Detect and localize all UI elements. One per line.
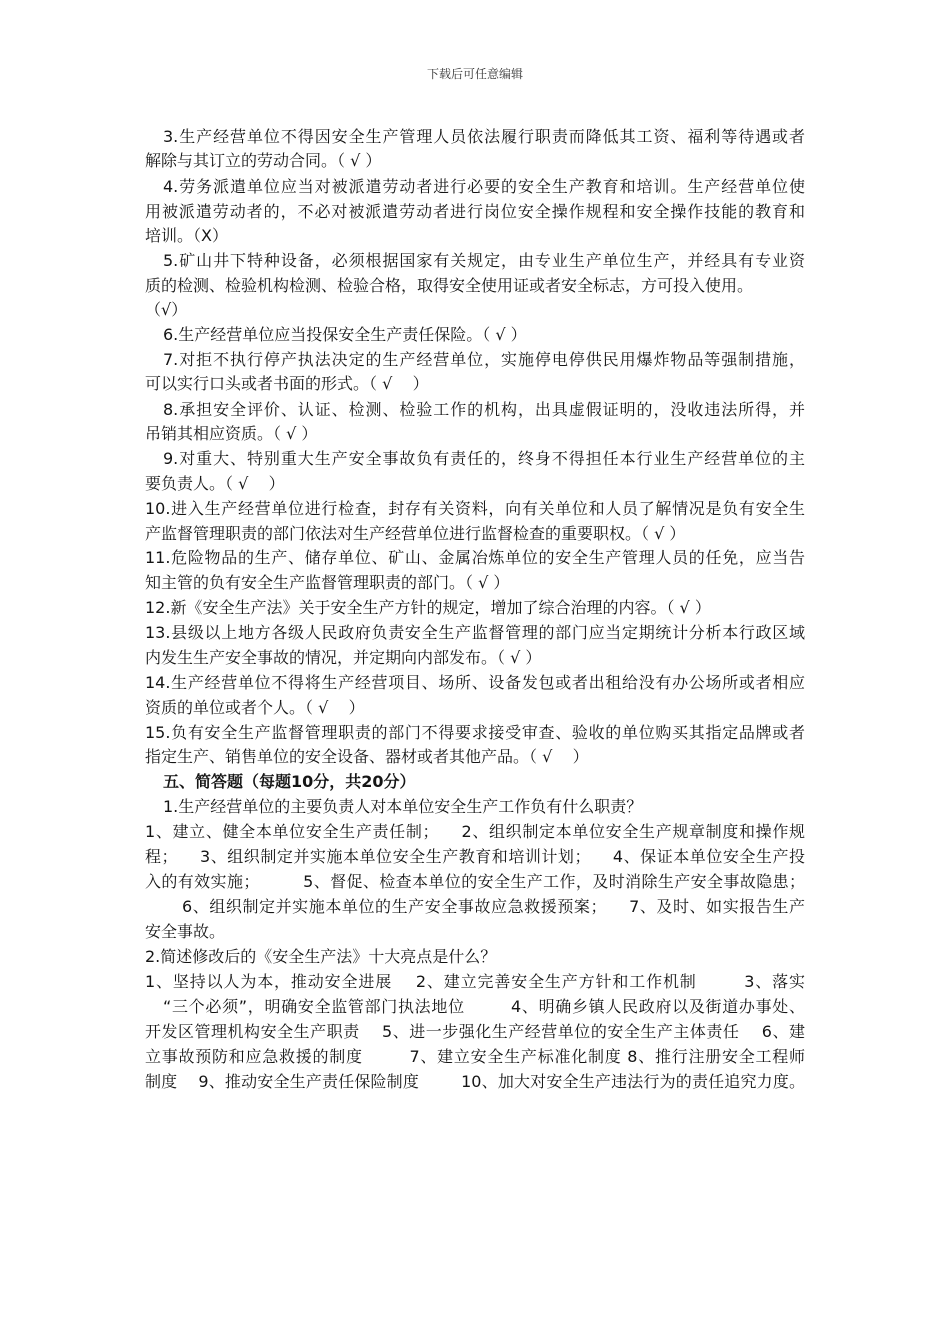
judgement-item-15-line-2: 指定生产、销售单位的安全设备、器材或者其他产品。（ √ ） xyxy=(145,747,589,766)
answer-2-line-1: 1、坚持以人为本，推动安全进展 2、建立完善安全生产方针和工作机制 3、落实 xyxy=(145,972,805,991)
judgement-item-5-line-3: （√） xyxy=(145,300,188,319)
answer-2-line-4: 立事故预防和应急救援的制度 7、建立安全生产标准化制度 8、推行注册安全工程师 xyxy=(145,1047,805,1066)
answer-2-line-5: 制度 9、推动安全生产责任保险制度 10、加大对安全生产违法行为的责任追究力度。 xyxy=(145,1072,805,1091)
answer-1-line-5: 安全事故。 xyxy=(145,922,226,941)
judgement-item-10-line-1: 10.进入生产经营单位进行检查，封存有关资料，向有关单位和人员了解情况是负有安全生 xyxy=(145,499,805,518)
judgement-item-7-line-1: 7.对拒不执行停产执法决定的生产经营单位，实施停电停供民用爆炸物品等强制措施， xyxy=(163,350,805,369)
page-header-note: 下载后可任意编辑 xyxy=(426,67,523,81)
question-1-text: 1.生产经营单位的主要负责人对本单位安全生产工作负有什么职责？ xyxy=(163,797,643,816)
judgement-item-14-line-2: 资质的单位或者个人。（ √ ） xyxy=(145,698,365,717)
judgement-item-4-line-3: 培训。（X） xyxy=(145,226,228,245)
judgement-item-13-line-2: 内发生生产安全事故的情况，并定期向内部发布。（ √ ） xyxy=(145,648,542,667)
judgement-item-5-line-1: 5.矿山井下特种设备，必须根据国家有关规定，由专业生产单位生产，并经具有专业资 xyxy=(163,251,805,270)
judgement-item-3-line-2: 解除与其订立的劳动合同。（ √ ） xyxy=(145,151,382,170)
question-2-text: 2.简述修改后的《安全生产法》十大亮点是什么？ xyxy=(145,947,497,966)
section-title-short-answer: 五、简答题（每题10分，共20分） xyxy=(163,772,416,791)
answer-1-line-3: 入的有效实施； 5、督促、检查本单位的安全生产工作，及时消除生产安全事故隐患； xyxy=(145,872,805,891)
judgement-item-11-line-1: 11.危险物品的生产、储存单位、矿山、金属冶炼单位的安全生产管理人员的任免，应当告 xyxy=(145,548,805,567)
judgement-item-5-line-2: 质的检测、检验机构检测、检验合格，取得安全使用证或者安全标志，方可投入使用。 xyxy=(145,276,754,295)
judgement-item-8-line-2: 吊销其相应资质。（ √ ） xyxy=(145,424,318,443)
judgement-item-11-line-2: 知主管的负有安全生产监督管理职责的部门。（ √ ） xyxy=(145,573,510,592)
judgement-item-12-line-1: 12.新《安全生产法》关于安全生产方针的规定，增加了综合治理的内容。（ √ ） xyxy=(145,598,711,617)
judgement-item-8-line-1: 8.承担安全评价、认证、检测、检验工作的机构，出具虚假证明的，没收违法所得，并 xyxy=(163,400,805,419)
judgement-item-3-line-1: 3.生产经营单位不得因安全生产管理人员依法履行职责而降低其工资、福利等待遇或者 xyxy=(163,127,805,146)
answer-2-line-3: 开发区管理机构安全生产职责 5、进一步强化生产经营单位的安全生产主体责任 6、建 xyxy=(145,1022,805,1041)
judgement-item-14-line-1: 14.生产经营单位不得将生产经营项目、场所、设备发包或者出租给没有办公场所或者相应 xyxy=(145,673,805,692)
judgement-item-10-line-2: 产监督管理职责的部门依法对生产经营单位进行监督检查的重要职权。（ √ ） xyxy=(145,524,686,543)
judgement-item-4-line-1: 4.劳务派遣单位应当对被派遣劳动者进行必要的安全生产教育和培训。生产经营单位使 xyxy=(163,177,805,196)
judgement-item-7-line-2: 可以实行口头或者书面的形式。（ √ ） xyxy=(145,374,429,393)
answer-2-line-2: “三个必须”，明确安全监管部门执法地位 4、明确乡镇人民政府以及街道办事处、 xyxy=(163,997,805,1016)
judgement-item-13-line-1: 13.县级以上地方各级人民政府负责安全生产监督管理的部门应当定期统计分析本行政区域 xyxy=(145,623,805,642)
answer-1-line-4: 6、组织制定并实施本单位的生产安全事故应急救援预案； 7、及时、如实报告生产 xyxy=(182,897,805,916)
answer-1-line-1: 1、建立、健全本单位安全生产责任制； 2、组织制定本单位安全生产规章制度和操作规 xyxy=(145,822,805,841)
judgement-item-9-line-2: 要负责人。（ √ ） xyxy=(145,474,285,493)
answer-1-line-2: 程； 3、组织制定并实施本单位安全生产教育和培训计划； 4、保证本单位安全生产投 xyxy=(145,847,805,866)
judgement-item-9-line-1: 9.对重大、特别重大生产安全事故负有责任的，终身不得担任本行业生产经营单位的主 xyxy=(163,449,805,468)
judgement-item-6-line-1: 6.生产经营单位应当投保安全生产责任保险。（ √ ） xyxy=(163,325,527,344)
judgement-item-15-line-1: 15.负有安全生产监督管理职责的部门不得要求接受审查、验收的单位购买其指定品牌或者 xyxy=(145,723,805,742)
judgement-item-4-line-2: 用被派遣劳动者的，不必对被派遣劳动者进行岗位安全操作规程和安全操作技能的教育和 xyxy=(145,202,805,221)
